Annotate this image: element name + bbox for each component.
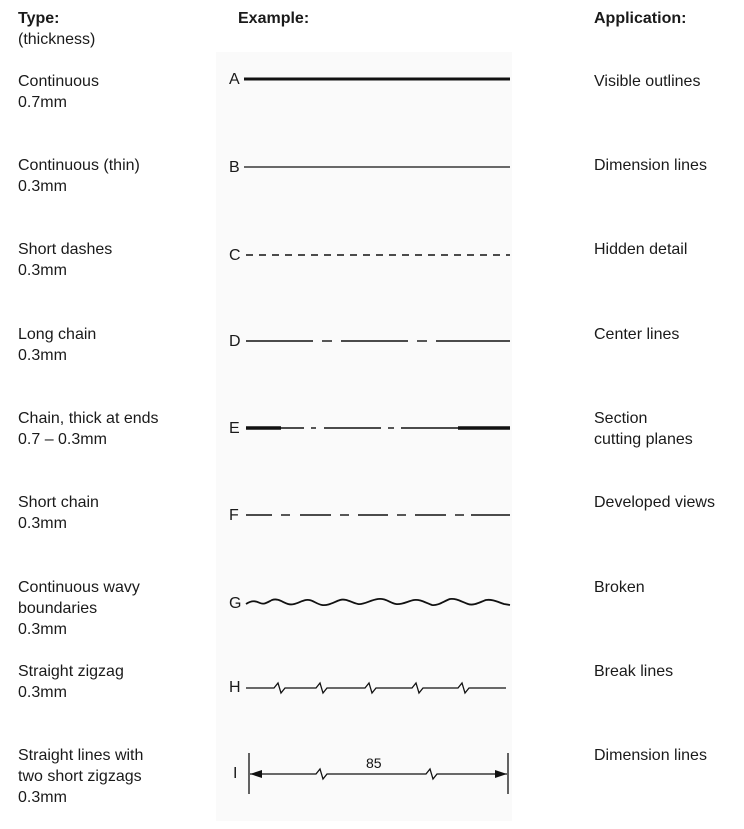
- line-type-thickness: 0.3mm: [18, 789, 67, 806]
- example-letter: D: [229, 333, 241, 350]
- line-example-long-chain: [236, 332, 516, 352]
- line-type-row-d: [0, 324, 744, 408]
- line-type-name: Short dashes: [18, 241, 113, 258]
- line-type-description: [18, 71, 99, 113]
- application-line: Broken: [594, 579, 645, 596]
- application-text: [594, 71, 700, 92]
- application-text: [594, 324, 679, 345]
- line-type-row-f: [0, 492, 744, 576]
- thickness-subheader: (thickness): [18, 31, 96, 48]
- application-line: Dimension lines: [594, 157, 707, 174]
- line-example-chain-thick-ends: [236, 419, 516, 439]
- application-text: [594, 745, 707, 766]
- line-type-name-cont: boundaries: [18, 600, 98, 617]
- application-text: [594, 577, 645, 598]
- line-example-wavy: [236, 592, 516, 616]
- example-letter: I: [233, 765, 238, 782]
- line-type-name: Continuous wavy: [18, 579, 140, 596]
- application-line: cutting planes: [594, 431, 693, 448]
- example-letter: H: [229, 679, 241, 696]
- line-type-name: Straight zigzag: [18, 663, 124, 680]
- line-type-description: [18, 661, 124, 703]
- line-type-thickness: 0.7mm: [18, 94, 67, 111]
- line-type-description: [18, 239, 112, 281]
- line-type-description: [18, 408, 159, 450]
- line-type-row-b: [0, 155, 744, 239]
- line-type-name: Chain, thick at ends: [18, 410, 159, 427]
- application-line: Visible outlines: [594, 73, 701, 90]
- line-type-row-g: [0, 577, 744, 661]
- line-type-row-h: [0, 661, 744, 745]
- application-line: Section: [594, 410, 648, 427]
- line-type-name-cont: two short zigzags: [18, 768, 142, 785]
- application-line: Hidden detail: [594, 241, 688, 258]
- line-example-zigzag: [236, 676, 516, 700]
- line-type-thickness: 0.3mm: [18, 347, 67, 364]
- type-header: Type:: [18, 10, 60, 27]
- line-example-continuous-thin: [236, 158, 516, 178]
- line-type-name: Straight lines with: [18, 747, 144, 764]
- line-type-description: [18, 577, 140, 640]
- line-example-dimension: [236, 750, 516, 798]
- dimension-value: 85: [366, 755, 382, 771]
- line-type-row-e: [0, 408, 744, 492]
- line-type-name: Long chain: [18, 326, 97, 343]
- line-type-row-a: [0, 71, 744, 155]
- application-line: Developed views: [594, 494, 715, 511]
- line-type-description: [18, 492, 99, 534]
- line-example-continuous-thick: [236, 70, 516, 90]
- example-letter: E: [229, 420, 240, 437]
- line-type-row-i: [0, 745, 744, 829]
- line-type-thickness: 0.3mm: [18, 262, 67, 279]
- example-header: Example:: [238, 10, 310, 27]
- line-type-name: Continuous (thin): [18, 157, 140, 174]
- line-example-short-dashes: [236, 246, 516, 266]
- example-letter: G: [229, 595, 242, 612]
- application-text: [594, 492, 715, 513]
- line-type-name: Short chain: [18, 494, 99, 511]
- example-letter: F: [229, 507, 239, 524]
- application-header: Application:: [594, 10, 687, 27]
- application-line: Dimension lines: [594, 747, 707, 764]
- line-type-description: [18, 155, 140, 197]
- application-text: [594, 661, 673, 682]
- application-text: [594, 408, 693, 450]
- line-type-row-c: [0, 239, 744, 323]
- example-letter: B: [229, 159, 240, 176]
- line-example-short-chain: [236, 506, 516, 526]
- application-line: Center lines: [594, 326, 680, 343]
- line-type-thickness: 0.3mm: [18, 515, 67, 532]
- line-type-thickness: 0.3mm: [18, 684, 67, 701]
- application-line: Break lines: [594, 663, 674, 680]
- line-type-thickness: 0.7 – 0.3mm: [18, 431, 107, 448]
- line-type-thickness: 0.3mm: [18, 178, 67, 195]
- line-type-description: [18, 324, 96, 366]
- application-text: [594, 155, 707, 176]
- line-type-description: [18, 745, 143, 808]
- application-text: [594, 239, 687, 260]
- example-letter: C: [229, 247, 241, 264]
- line-type-thickness: 0.3mm: [18, 621, 67, 638]
- example-letter: A: [229, 71, 240, 88]
- line-type-name: Continuous: [18, 73, 99, 90]
